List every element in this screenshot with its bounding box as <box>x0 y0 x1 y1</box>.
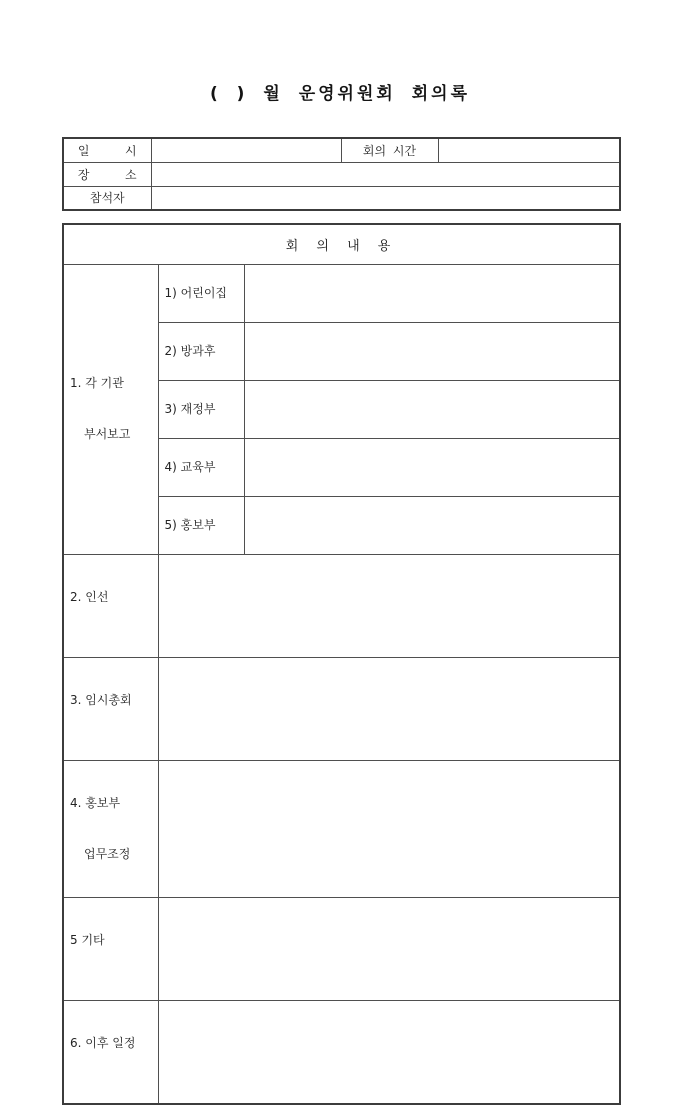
attendees-input-cell[interactable] <box>151 186 620 210</box>
section4-label-line2: 업무조정 <box>84 846 131 861</box>
info-row-place <box>63 162 620 186</box>
meeting-info-table <box>62 137 621 211</box>
sub-item-pr-input-cell[interactable] <box>244 496 620 554</box>
section6-label-line1: 6. 이후 일정 <box>70 1035 136 1050</box>
section1-label-line2: 부서보고 <box>84 427 131 441</box>
place-label: 장 소 <box>63 162 151 186</box>
section5-label <box>63 897 158 1000</box>
section2-label <box>63 554 158 657</box>
sub-item-finance-input-cell[interactable] <box>244 380 620 438</box>
section3-label <box>63 657 158 760</box>
section2-label-line1: 2. 인선 <box>70 589 109 604</box>
meeting-time-label: 회의 시간 <box>341 138 438 162</box>
info-row-attendees <box>63 186 620 210</box>
section5-label-line1: 5 기타 <box>70 932 105 947</box>
section-row-general-meeting <box>63 657 620 760</box>
section5-input-cell[interactable] <box>158 897 620 1000</box>
attendees-label: 참석자 <box>63 186 151 210</box>
content-header-row <box>63 224 620 264</box>
section-row-etc <box>63 897 620 1000</box>
info-row-datetime <box>63 138 620 162</box>
meeting-time-input-cell[interactable] <box>438 138 620 162</box>
sub-item-education-label: 4) 교육부 <box>158 438 244 496</box>
sub-row-daycare <box>63 264 620 322</box>
section4-label <box>63 760 158 897</box>
sub-item-pr-label: 5) 홍보부 <box>158 496 244 554</box>
sub-item-daycare-label: 1) 어린이집 <box>158 264 244 322</box>
sub-item-education-input-cell[interactable] <box>244 438 620 496</box>
content-header-label: 회 의 내 용 <box>63 224 620 264</box>
section6-label <box>63 1000 158 1104</box>
sub-item-daycare-input-cell[interactable] <box>244 264 620 322</box>
meeting-content-table <box>62 223 621 1105</box>
sub-item-finance-label: 3) 재정부 <box>158 380 244 438</box>
section4-input-cell[interactable] <box>158 760 620 897</box>
section3-input-cell[interactable] <box>158 657 620 760</box>
section-row-future-schedule <box>63 1000 620 1104</box>
section3-label-line1: 3. 임시총회 <box>70 692 132 707</box>
section1-label <box>63 264 158 554</box>
sub-item-afterschool-input-cell[interactable] <box>244 322 620 380</box>
datetime-input-cell[interactable] <box>151 138 341 162</box>
place-input-cell[interactable] <box>151 162 620 186</box>
section1-label-line1: 1. 각 기관 <box>70 376 124 390</box>
section4-label-line1: 4. 홍보부 <box>70 795 121 810</box>
section-row-personnel <box>63 554 620 657</box>
section2-input-cell[interactable] <box>158 554 620 657</box>
datetime-label: 일 시 <box>63 138 151 162</box>
sub-item-afterschool-label: 2) 방과후 <box>158 322 244 380</box>
section6-input-cell[interactable] <box>158 1000 620 1104</box>
page-title: ( ) 월 운영위원회 회의록 <box>209 84 470 104</box>
section-row-pr-adjustment <box>63 760 620 897</box>
